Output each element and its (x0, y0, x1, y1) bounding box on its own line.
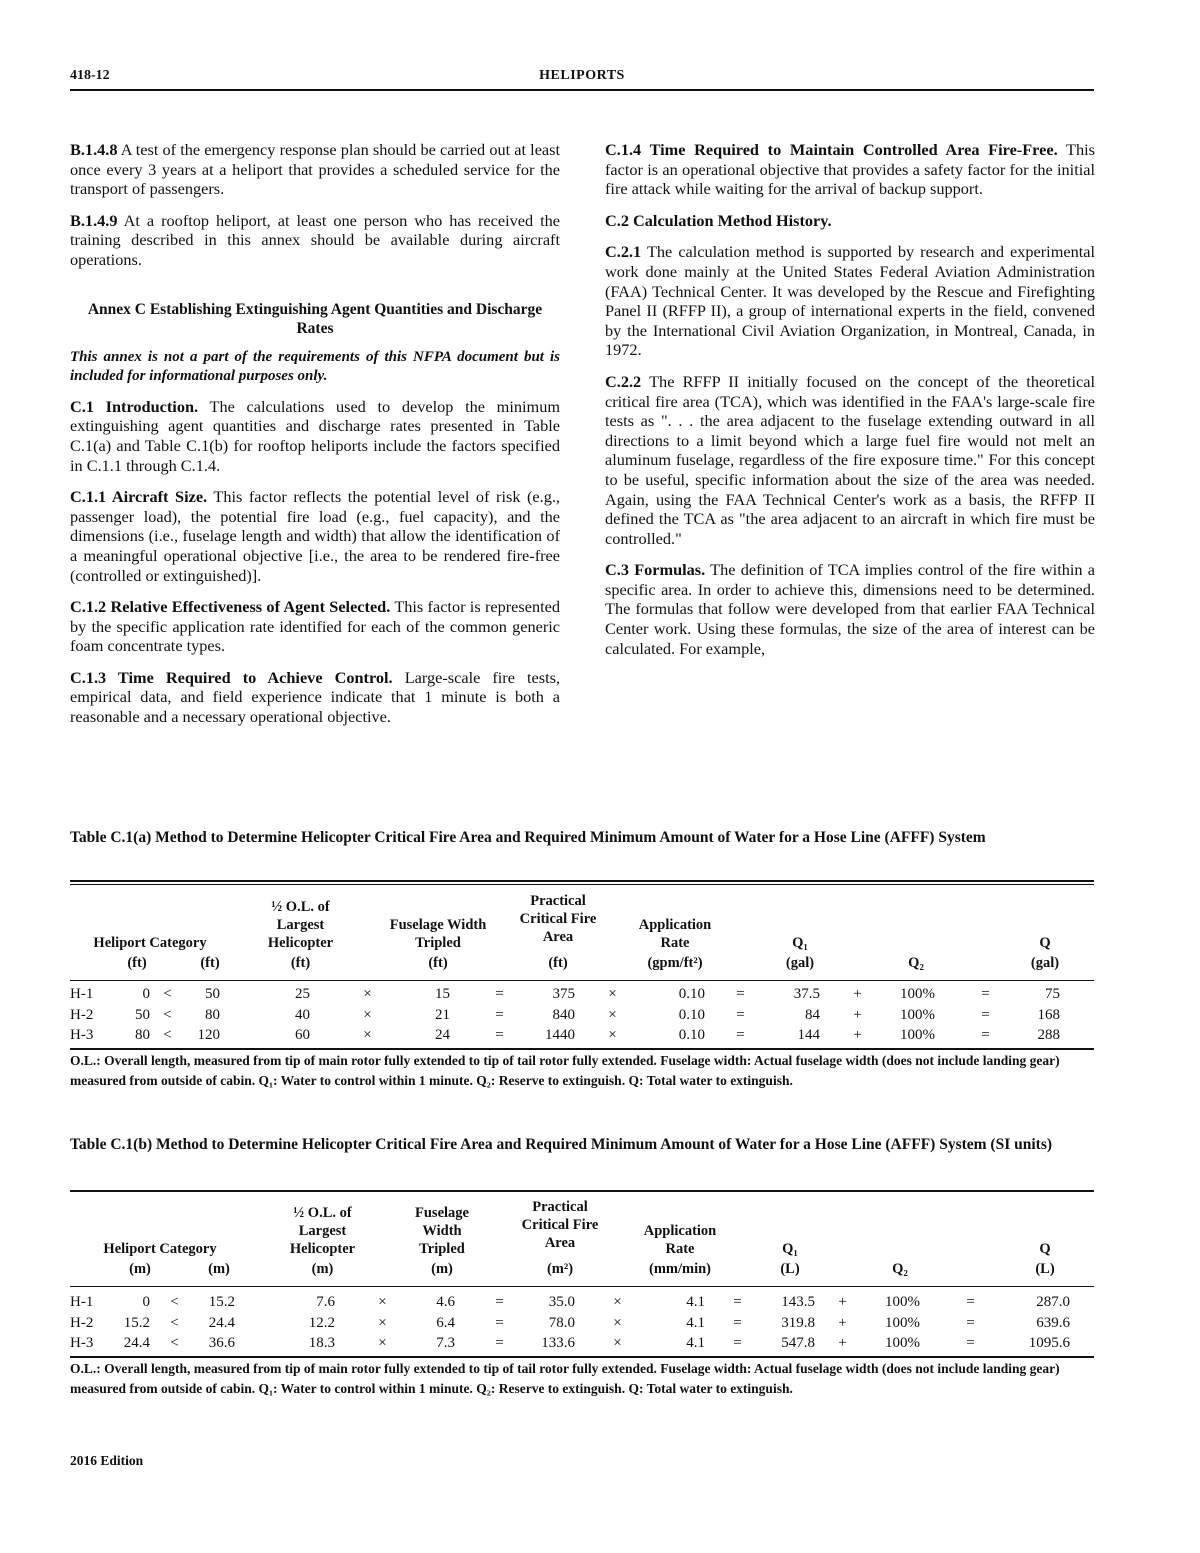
th-fuselage-unit: (m) (431, 1261, 453, 1277)
table-b-note: O.L.: Overall length, measured from tip of main rotor fully extended to tip of tail rotor fully extended. Fuselage width: Actual fuselage width (does not include landing gear) measured from outside of cabin. Q₁: Water to control within 1 minute. Q₂: Reserve to extinguish. Q: Total water to extinguish. (70, 1361, 1060, 1396)
cell-lt: < (163, 986, 172, 1002)
cell-eq3: = (966, 1314, 975, 1331)
cell-to: 120 (197, 1027, 220, 1043)
cell-eq1: = (495, 986, 504, 1002)
th-q1: Q₁ (782, 1241, 798, 1257)
table-a-caption: Table C.1(a) Method to Determine Helicopter Critical Fire Area and Required Minimum Amount of Water for a Hose Line (AFFF) System (70, 829, 986, 846)
cell-x2: × (613, 1294, 622, 1310)
table-b-top-rule (70, 1190, 1094, 1192)
cell-plus: + (838, 1314, 847, 1331)
cell-ol: 7.6 (316, 1294, 335, 1310)
cell-q: 287.0 (1036, 1294, 1070, 1310)
cell-eq1: = (495, 1027, 504, 1043)
cell-q1: 37.5 (793, 986, 820, 1002)
cell-eq2: = (733, 1314, 742, 1331)
para-c13: C.1.3 Time Required to Achieve Control. Large-scale fire tests, empirical data, and field experience indicate that 1 minute is both a reasonable and a necessary operational objective. (70, 667, 560, 727)
cell-from: 15.2 (123, 1314, 150, 1331)
cell-fw: 21 (435, 1006, 450, 1023)
cell-fw: 6.4 (436, 1314, 455, 1331)
cell-q1: 144 (797, 1027, 820, 1043)
th-q2: Q₂ (908, 955, 924, 971)
cell-to: 24.4 (208, 1314, 235, 1331)
cell-q: 288 (1037, 1027, 1060, 1043)
table-row (70, 1313, 1094, 1333)
running-title: HELIPORTS (539, 68, 625, 83)
table-b-header-rule (70, 1286, 1094, 1287)
cell-fw: 4.6 (436, 1294, 455, 1310)
cell-ar: 0.10 (678, 986, 705, 1002)
cell-fw: 15 (435, 986, 450, 1002)
th-q1-unit: (gal) (785, 955, 815, 971)
cell-eq1: = (495, 1006, 504, 1023)
para-c22: C.2.2 The RFFP II initially focused on the concept of the theoretical critical fire area (TCA), which was identified in the FAA's large-scale fire tests as ". . . the area adjacent to the fuselage extending outward in all directions to a limit beyond which a large fuel fire would not melt an aluminum fuselage, regardless of the fire exposure time." For this concept to be useful, specific information about the size of the area was needed. Again, using the FAA Technical Center's work as a basis, the RFFP II defined the TCA as "the area adjacent to an aircraft in which fire must be controlled." (605, 371, 1095, 548)
th-cat-unit-1: (m) (129, 1261, 151, 1277)
cell-ar: 4.1 (686, 1294, 705, 1310)
cell-cat: H-3 (70, 1027, 94, 1043)
cell-eq3: = (981, 1027, 990, 1043)
cell-to: 50 (205, 986, 220, 1002)
cell-eq2: = (736, 1006, 745, 1023)
cell-x1: × (363, 986, 372, 1002)
para-c12: C.1.2 Relative Effectiveness of Agent Selected. This factor is represented by the specific application rate identified for each of the common generic foam concentrate types. (70, 597, 560, 656)
th-app-rate: Application Rate (638, 917, 712, 951)
cell-lt: < (163, 1006, 172, 1023)
th-pcfa-unit: (ft) (548, 955, 568, 971)
cell-from: 0 (142, 1294, 150, 1310)
th-category: Heliport Category (103, 1241, 217, 1257)
cell-x1: × (363, 1006, 372, 1023)
cell-eq3: = (981, 986, 990, 1002)
cell-pcf: 840 (552, 1006, 575, 1023)
cell-from: 24.4 (123, 1335, 150, 1351)
para-b148: B.1.4.8 A test of the emergency response plan should be carried out at least once every 3 years at a heliport that provides a scheduled service for the transport of passengers. (70, 140, 561, 199)
cell-pcf: 133.6 (541, 1335, 575, 1351)
cell-to: 36.6 (208, 1335, 235, 1351)
cell-cat: H-1 (70, 986, 94, 1002)
cell-cat: H-2 (70, 1314, 94, 1331)
cell-x1: × (378, 1294, 387, 1310)
cell-ar: 4.1 (686, 1335, 705, 1351)
para-c11: C.1.1 Aircraft Size. This factor reflects the potential level of risk (e.g., passenger load), the potential fire load (e.g., fuel capacity), and the dimensions (i.e., fuselage length and width) that allow the identification of a meaningful operational objective [i.e., the area to be rendered fire-free (controlled or extinguished)]. (70, 487, 560, 585)
cell-lt: < (163, 1027, 172, 1043)
cell-lt: < (170, 1314, 179, 1331)
cell-from: 50 (135, 1006, 150, 1023)
table-a-header (70, 890, 1094, 980)
cell-eq3: = (966, 1335, 975, 1351)
table-b-body (70, 1292, 1094, 1354)
cell-to: 80 (205, 1006, 220, 1023)
cell-lt: < (170, 1335, 179, 1351)
th-q-unit: (gal) (1030, 955, 1060, 971)
cell-x2: × (613, 1314, 622, 1331)
table-row (70, 1005, 1094, 1025)
cell-plus: + (853, 1006, 862, 1023)
th-app-rate-unit: (mm/min) (648, 1261, 711, 1277)
table-row (70, 1292, 1094, 1312)
cell-ol: 25 (295, 986, 310, 1002)
cell-eq2: = (736, 986, 745, 1002)
th-app-rate: Application Rate (643, 1223, 717, 1257)
th-q1: Q₁ (792, 935, 808, 951)
cell-q: 75 (1045, 986, 1060, 1002)
cell-x2: × (608, 986, 617, 1002)
cell-plus: + (853, 986, 862, 1002)
th-q1-unit: (L) (780, 1261, 800, 1277)
cell-q: 1095.6 (1028, 1335, 1070, 1351)
cell-x2: × (608, 1027, 617, 1043)
th-q: Q (1039, 1241, 1051, 1257)
table-b-bottom-rule (70, 1356, 1094, 1358)
cell-q2: 100% (900, 986, 935, 1002)
cell-plus: + (838, 1335, 847, 1351)
th-fuselage: Fuselage Width Tripled (389, 917, 487, 951)
annex-title: Annex C Establishing Extinguishing Agent Quantities and Discharge Rates (87, 300, 543, 337)
table-a-note: O.L.: Overall length, measured from tip of main rotor fully extended to tip of tail rotor fully extended. Fuselage width: Actual fuselage width (does not include landing gear) measured from outside of cabin. Q₁: Water to control within 1 minute. Q₂: Reserve to extinguish. Q: Total water to extinguish. (70, 1053, 1060, 1088)
table-row (70, 1333, 1094, 1353)
th-fuselage: Fuselage Width Tripled (415, 1205, 469, 1257)
heading-c2: C.2 Calculation Method History. (605, 210, 832, 230)
header-rule (70, 89, 1094, 91)
page-header (70, 68, 1094, 90)
th-cat-unit-2: (ft) (200, 955, 220, 971)
cell-cat: H-1 (70, 1294, 94, 1310)
table-row (70, 984, 1094, 1004)
cell-q1: 84 (805, 1006, 820, 1023)
th-ol-unit: (ft) (290, 955, 311, 971)
th-q: Q (1039, 935, 1051, 951)
th-category: Heliport Category (93, 935, 207, 951)
cell-ar: 4.1 (686, 1314, 705, 1331)
cell-lt: < (170, 1294, 179, 1310)
th-ol-unit: (m) (311, 1261, 334, 1277)
cell-q: 168 (1037, 1006, 1060, 1023)
cell-q1: 319.8 (781, 1314, 815, 1331)
th-ol: ½ O.L. of Largest Helicopter (289, 1205, 356, 1257)
cell-eq3: = (966, 1294, 975, 1310)
cell-eq1: = (495, 1335, 504, 1351)
cell-x1: × (363, 1027, 372, 1043)
cell-cat: H-2 (70, 1006, 94, 1023)
annex-note: This annex is not a part of the requirements of this NFPA document but is included for informational purposes only. (70, 348, 560, 385)
page-number: 418-12 (70, 68, 110, 83)
cell-q2: 100% (900, 1027, 935, 1043)
cell-q1: 143.5 (781, 1294, 815, 1310)
left-column (70, 140, 560, 739)
cell-eq3: = (981, 1006, 990, 1023)
right-column (605, 140, 1095, 670)
cell-ar: 0.10 (678, 1027, 705, 1043)
cell-eq2: = (733, 1335, 742, 1351)
table-a-header-rule (70, 980, 1094, 981)
para-c1: C.1 Introduction. The calculations used to develop the minimum extinguishing agent quantities and discharge rates presented in Table C.1(a) and Table C.1(b) for rooftop heliports include the factors specified in C.1.1 through C.1.4. (70, 396, 561, 475)
cell-eq2: = (733, 1294, 742, 1310)
table-b-caption: Table C.1(b) Method to Determine Helicopter Critical Fire Area and Required Minimum Amount of Water for a Hose Line (AFFF) System (SI units) (70, 1136, 1053, 1153)
cell-pcf: 1440 (545, 1027, 575, 1043)
cell-q2: 100% (885, 1314, 920, 1331)
table-row (70, 1025, 1094, 1045)
para-b149: B.1.4.9 At a rooftop heliport, at least one person who has received the training described in this annex should be available during aircraft operations. (70, 210, 561, 269)
table-a-bottom-rule (70, 1048, 1094, 1050)
table-b-header (70, 1196, 1094, 1286)
cell-q2: 100% (885, 1294, 920, 1310)
th-cat-unit-2: (m) (208, 1261, 230, 1277)
cell-x2: × (608, 1006, 617, 1023)
cell-cat: H-3 (70, 1335, 94, 1351)
th-cat-unit-1: (ft) (127, 955, 147, 971)
th-app-rate-unit: (gpm/ft²) (647, 955, 703, 971)
th-q-unit: (L) (1035, 1261, 1055, 1277)
th-q2: Q₂ (892, 1261, 908, 1277)
cell-ol: 12.2 (308, 1314, 335, 1331)
para-c21: C.2.1 The calculation method is supported by research and experimental work done mainly at the United States Federal Aviation Administration (FAA) Technical Center. It was developed by the Rescue and Firefighting Panel II (RFFP II), a group of international experts in the field, convened by the International Civil Aviation Organization, in Montreal, Canada, in 1972. (605, 242, 1096, 360)
th-pcfa-unit: (m²) (546, 1261, 574, 1277)
th-fuselage-unit: (ft) (428, 955, 448, 971)
para-c3: C.3 Formulas. The definition of TCA implies control of the fire within a specific area. In order to achieve this, dimensions need to be determined. The formulas that follow were developed from that earlier FAA Technical Center work. Using these formulas, the size of the area of interest can be calculated. For example, (605, 560, 1095, 658)
cell-x1: × (378, 1314, 387, 1331)
para-c14: C.1.4 Time Required to Maintain Controlled Area Fire-Free. This factor is an operational objective that provides a safety factor for the initial fire attack while waiting for the arrival of backup support. (605, 140, 1095, 199)
cell-fw: 7.3 (436, 1335, 455, 1351)
edition-footer: 2016 Edition (70, 1453, 144, 1468)
cell-from: 80 (135, 1027, 150, 1043)
cell-pcf: 35.0 (548, 1294, 575, 1310)
cell-pcf: 375 (552, 986, 575, 1002)
cell-pcf: 78.0 (548, 1314, 575, 1331)
cell-q: 639.6 (1036, 1314, 1070, 1331)
cell-ol: 40 (295, 1006, 310, 1023)
cell-eq1: = (495, 1294, 504, 1310)
cell-plus: + (838, 1294, 847, 1310)
th-pcfa: Practical Critical Fire Area (519, 893, 597, 945)
table-a-top-rule (70, 880, 1094, 885)
cell-ol: 60 (295, 1027, 310, 1043)
cell-ol: 18.3 (308, 1335, 335, 1351)
table-a-body (70, 984, 1094, 1046)
cell-x1: × (378, 1335, 387, 1351)
cell-to: 15.2 (208, 1294, 235, 1310)
cell-fw: 24 (435, 1027, 450, 1043)
th-ol: ½ O.L. of Largest Helicopter (267, 899, 334, 951)
cell-from: 0 (142, 986, 150, 1002)
cell-ar: 0.10 (678, 1006, 705, 1023)
th-pcfa: Practical Critical Fire Area (521, 1199, 599, 1251)
cell-q1: 547.8 (781, 1335, 815, 1351)
cell-eq2: = (736, 1027, 745, 1043)
cell-x2: × (613, 1335, 622, 1351)
cell-eq1: = (495, 1314, 504, 1331)
cell-q2: 100% (885, 1335, 920, 1351)
cell-plus: + (853, 1027, 862, 1043)
cell-q2: 100% (900, 1006, 935, 1023)
